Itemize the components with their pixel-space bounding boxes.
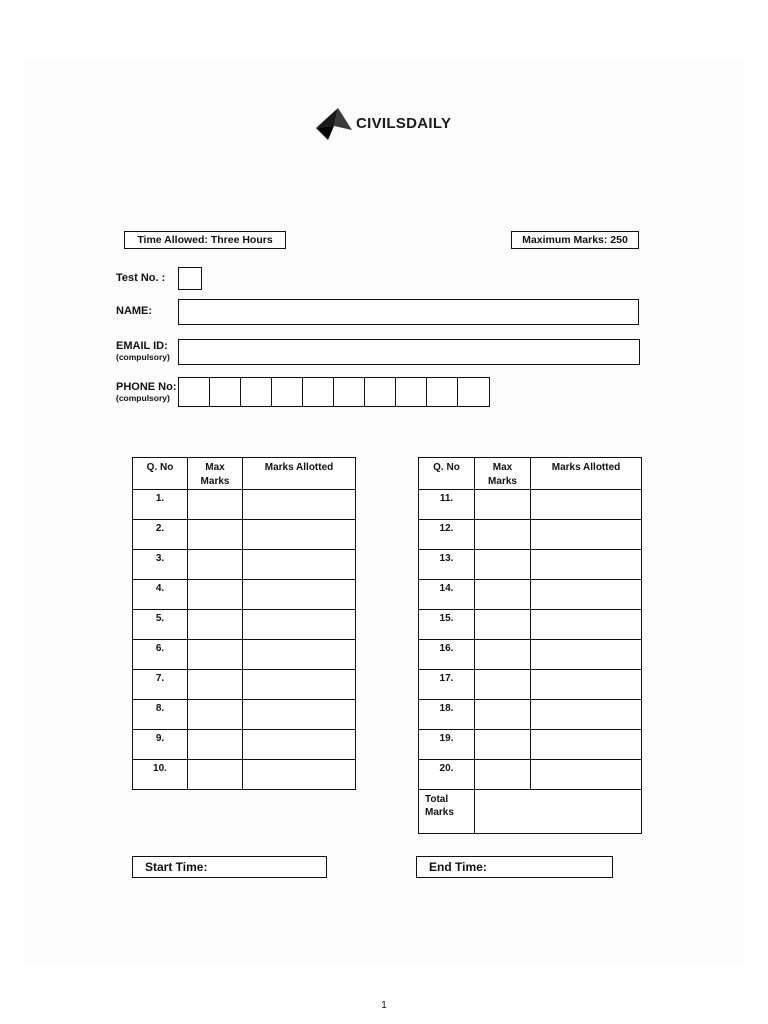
phone-digit-cell[interactable]: [241, 378, 272, 406]
col-max-line1: Max: [492, 462, 513, 473]
phone-digit-cell[interactable]: [334, 378, 365, 406]
max-marks-cell[interactable]: [188, 760, 243, 790]
max-marks-cell[interactable]: [475, 550, 531, 580]
max-marks-cell[interactable]: [475, 700, 531, 730]
marks-allotted-cell[interactable]: [531, 550, 642, 580]
email-label: [116, 341, 170, 361]
max-marks-cell[interactable]: [188, 730, 243, 760]
question-number: 6.: [133, 640, 188, 670]
marks-allotted-cell[interactable]: [243, 550, 356, 580]
marks-allotted-cell[interactable]: [243, 700, 356, 730]
table-row: [419, 610, 642, 640]
phone-digit-cell[interactable]: [179, 378, 210, 406]
table-row: [133, 520, 356, 550]
phone-digit-boxes[interactable]: [178, 377, 490, 407]
table-row: [419, 520, 642, 550]
question-number: 10.: [133, 760, 188, 790]
table-row: [419, 760, 642, 790]
maximum-marks-box: Maximum Marks: 250: [511, 231, 639, 249]
table-header-row: [133, 458, 356, 490]
start-time-box[interactable]: Start Time:: [132, 856, 327, 878]
phone-digit-cell[interactable]: [272, 378, 303, 406]
col-max-line2: Marks: [200, 475, 230, 487]
total-marks-label: [419, 790, 475, 834]
table-header-row: [419, 458, 642, 490]
marks-allotted-cell[interactable]: [243, 520, 356, 550]
max-marks-cell[interactable]: [188, 580, 243, 610]
max-marks-cell[interactable]: [475, 730, 531, 760]
total-line1: Total: [425, 794, 449, 805]
marks-allotted-cell[interactable]: [531, 490, 642, 520]
marks-allotted-cell[interactable]: [243, 760, 356, 790]
max-marks-cell[interactable]: [188, 700, 243, 730]
triangle-logo-icon: [314, 104, 354, 142]
email-label-text: EMAIL ID:: [116, 340, 168, 352]
phone-digit-cell[interactable]: [396, 378, 427, 406]
table-row: [419, 670, 642, 700]
question-number: 12.: [419, 520, 475, 550]
question-number: 14.: [419, 580, 475, 610]
max-marks-cell[interactable]: [475, 520, 531, 550]
max-marks-cell[interactable]: [188, 640, 243, 670]
max-marks-cell[interactable]: [475, 760, 531, 790]
col-marks-allotted-header: Marks Allotted: [243, 458, 356, 490]
col-max-marks-header: [475, 458, 531, 490]
marks-allotted-cell[interactable]: [531, 610, 642, 640]
phone-digit-cell[interactable]: [210, 378, 241, 406]
table-row: [133, 490, 356, 520]
marks-allotted-cell[interactable]: [531, 580, 642, 610]
table-row: [133, 640, 356, 670]
email-compulsory-note: (compulsory): [116, 351, 170, 362]
question-number: 8.: [133, 700, 188, 730]
question-number: 5.: [133, 610, 188, 640]
question-number: 16.: [419, 640, 475, 670]
question-number: 13.: [419, 550, 475, 580]
name-field[interactable]: [178, 299, 639, 325]
question-number: 1.: [133, 490, 188, 520]
max-marks-cell[interactable]: [475, 490, 531, 520]
marks-allotted-cell[interactable]: [531, 730, 642, 760]
page-number: 1: [381, 1000, 387, 1011]
max-marks-cell[interactable]: [475, 610, 531, 640]
total-marks-cell[interactable]: [475, 790, 642, 834]
col-max-line1: Max: [205, 462, 225, 473]
marks-allotted-cell[interactable]: [243, 610, 356, 640]
table-row: [133, 760, 356, 790]
question-number: 4.: [133, 580, 188, 610]
table-row: [133, 580, 356, 610]
question-number: 17.: [419, 670, 475, 700]
table-row: [419, 700, 642, 730]
name-label: NAME:: [116, 305, 153, 317]
brand-name: CIVILSDAILY: [356, 114, 452, 132]
max-marks-cell[interactable]: [188, 610, 243, 640]
phone-label: [116, 382, 177, 402]
table-row: [419, 730, 642, 760]
table-row: [133, 550, 356, 580]
table-row: [133, 730, 356, 760]
table-row: [419, 640, 642, 670]
col-max-line2: Marks: [488, 475, 517, 487]
question-number: 3.: [133, 550, 188, 580]
max-marks-cell[interactable]: [475, 640, 531, 670]
email-field[interactable]: [178, 339, 640, 365]
max-marks-cell[interactable]: [188, 520, 243, 550]
table-row: [419, 490, 642, 520]
marks-table-right: [418, 457, 642, 834]
question-number: 2.: [133, 520, 188, 550]
marks-allotted-cell[interactable]: [531, 670, 642, 700]
total-line2: Marks: [425, 807, 454, 818]
question-number: 20.: [419, 760, 475, 790]
col-qno-header: Q. No: [419, 458, 475, 490]
phone-compulsory-note: (compulsory): [116, 392, 170, 403]
marks-allotted-cell[interactable]: [243, 640, 356, 670]
marks-table-left: [132, 457, 356, 790]
col-max-marks-header: [188, 458, 243, 490]
col-qno-header: Q. No: [133, 458, 188, 490]
phone-digit-cell[interactable]: [458, 378, 489, 406]
marks-allotted-cell[interactable]: [243, 670, 356, 700]
test-no-field[interactable]: [178, 267, 202, 290]
max-marks-cell[interactable]: [188, 490, 243, 520]
question-number: 18.: [419, 700, 475, 730]
max-marks-cell[interactable]: [475, 670, 531, 700]
phone-digit-cell[interactable]: [365, 378, 396, 406]
phone-digit-cell[interactable]: [427, 378, 458, 406]
marks-allotted-cell[interactable]: [531, 520, 642, 550]
phone-digit-cell[interactable]: [303, 378, 334, 406]
table-row: [133, 670, 356, 700]
question-number: 7.: [133, 670, 188, 700]
marks-allotted-cell[interactable]: [243, 730, 356, 760]
question-number: 9.: [133, 730, 188, 760]
marks-allotted-cell[interactable]: [531, 760, 642, 790]
table-row: [419, 580, 642, 610]
end-time-box[interactable]: End Time:: [416, 856, 613, 878]
test-no-label: Test No. :: [116, 272, 166, 284]
question-number: 11.: [419, 490, 475, 520]
time-allowed-box: Time Allowed: Three Hours: [124, 231, 286, 249]
max-marks-cell[interactable]: [475, 580, 531, 610]
col-marks-allotted-header: Marks Allotted: [531, 458, 642, 490]
question-number: 19.: [419, 730, 475, 760]
max-marks-cell[interactable]: [188, 550, 243, 580]
marks-allotted-cell[interactable]: [531, 700, 642, 730]
phone-label-text: PHONE No:: [116, 381, 177, 393]
marks-allotted-cell[interactable]: [243, 580, 356, 610]
table-row: [419, 550, 642, 580]
max-marks-cell[interactable]: [188, 670, 243, 700]
marks-allotted-cell[interactable]: [243, 490, 356, 520]
table-row: [133, 700, 356, 730]
question-number: 15.: [419, 610, 475, 640]
table-row: [133, 610, 356, 640]
marks-allotted-cell[interactable]: [531, 640, 642, 670]
total-marks-row: [419, 790, 642, 834]
brand-logo: [314, 104, 451, 142]
